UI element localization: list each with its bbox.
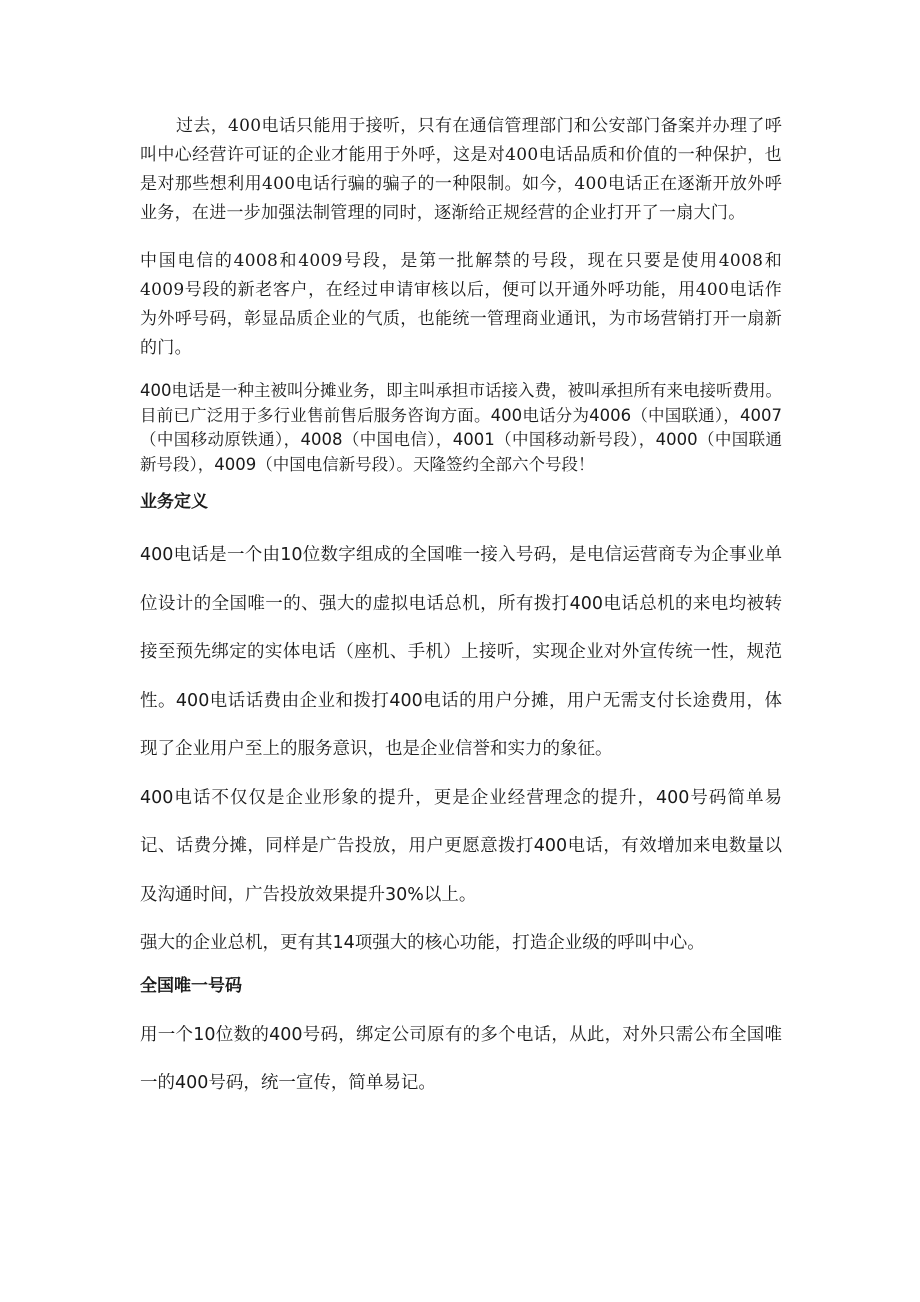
- paragraph-definition: 400电话是一个由10位数字组成的全国唯一接入号码，是电信运营商专为企事业单位设计的全国唯一的、强大的虚拟电话总机，所有拨打400电话总机的来电均被转接至预先绑定的实体电话（座机、手机）上接听，实现企业对外宣传统一性，规范性。400电话话费由企业和拨打400电话的用户分摊，用户无需支付长途费用，体现了企业用户至上的服务意识，也是企业信誉和实力的象征。: [140, 545, 782, 759]
- document-page: [140, 112, 782, 1108]
- paragraph-brand-benefit: 400电话不仅仅是企业形象的提升，更是企业经营理念的提升，400号码简单易记、话费分摊，同样是广告投放，用户更愿意拨打400电话，有效增加来电数量以及沟通时间，广告投放效果提升30%以上。: [140, 787, 782, 905]
- heading-business-definition: 业务定义: [140, 492, 208, 512]
- paragraph-service-overview: 400电话是一种主被叫分摊业务，即主叫承担市话接入费，被叫承担所有来电接听费用。目前已广泛用于多行业售前售后服务咨询方面。400电话分为4006（中国联通），4007（中国移动原铁通），4008（中国电信），4001（中国移动新号段），4000（中国联通新号段），4009（中国电信新号段）。天隆签约全部六个号段！: [140, 381, 782, 474]
- paragraph-outbound-history: 过去，400电话只能用于接听，只有在通信管理部门和公安部门备案并办理了呼叫中心经营许可证的企业才能用于外呼，这是对400电话品质和价值的一种保护，也是对那些想利用400电话行骗的骗子的一种限制。如今，400电话正在逐渐开放外呼业务，在进一步加强法制管理的同时，逐渐给正规经营的企业打开了一扇大门。: [140, 116, 782, 223]
- heading-unique-number: 全国唯一号码: [140, 975, 242, 996]
- paragraph-unique-number: 用一个10位数的400号码，绑定公司原有的多个电话，从此，对外只需公布全国唯一的400号码，统一宣传，简单易记。: [140, 1024, 782, 1093]
- paragraph-core-functions: 强大的企业总机，更有其14项强大的核心功能，打造企业级的呼叫中心。: [140, 933, 705, 953]
- paragraph-telecom-segments: 中国电信的4008和4009号段，是第一批解禁的号段，现在只要是使用4008和4009号段的新老客户，在经过申请审核以后，便可以开通外呼功能，用400电话作为外呼号码，彰显品质企业的气质，也能统一管理商业通讯，为市场营销打开一扇新的门。: [140, 251, 782, 358]
